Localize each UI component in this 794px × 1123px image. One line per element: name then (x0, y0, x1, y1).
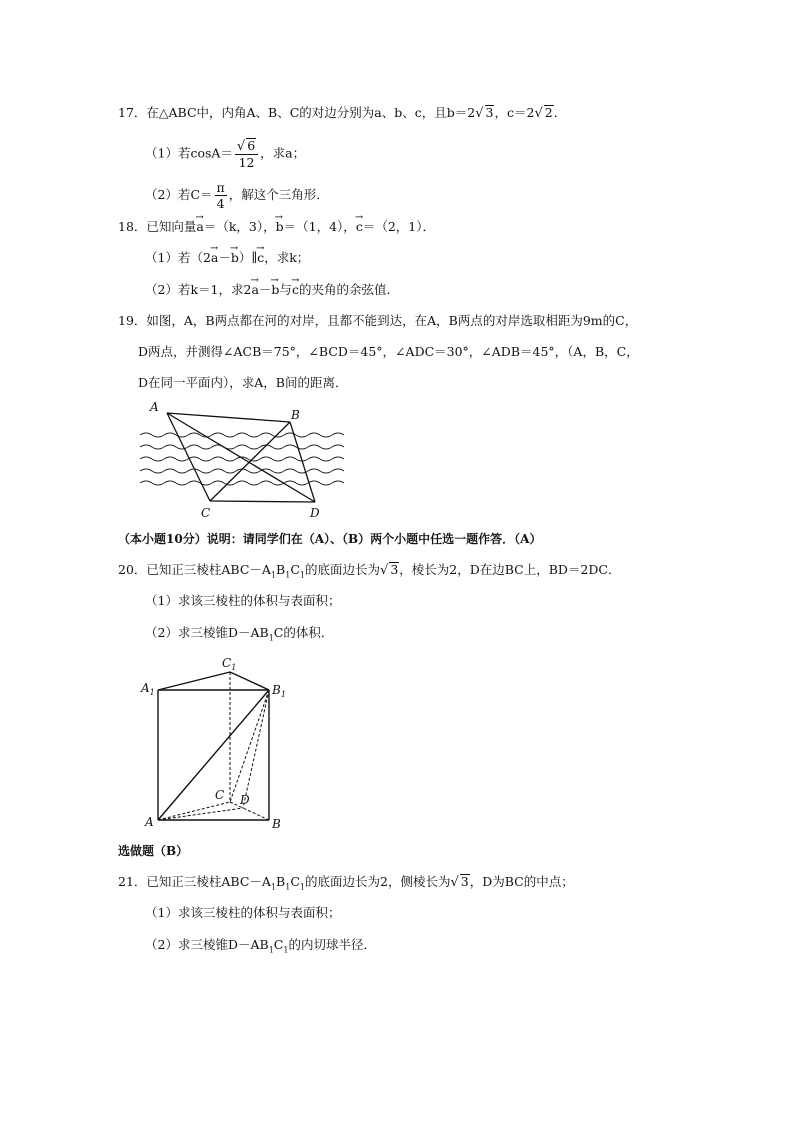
prism-hidden-edges (158, 672, 269, 820)
choice-b-heading: 选做题（B） (118, 844, 189, 858)
label-D: D (310, 506, 320, 520)
label-B: B (272, 817, 281, 831)
label-C: C (215, 788, 225, 802)
fraction: $\frac{√ 6}{12}$ (235, 138, 258, 170)
label-A: A (150, 400, 159, 414)
label-B: B (291, 408, 300, 422)
q20-stem: 20．已知正三棱柱$ABC-A_1B_1C_1$的底面边长为√ 3，棱长为2，D在边BC上，BD＝2DC． (118, 562, 621, 580)
q20-part1: （1）求该三棱柱的体积与表面积； (145, 593, 341, 608)
q17-part2: （2）若C＝ $\frac{\pi}{4}$ ，解这个三角形． (145, 180, 329, 211)
q20-part2: （2）求三棱锥$D-AB_1C$的体积． (145, 625, 334, 643)
label-B1: $B_1$ (272, 683, 286, 699)
label-C: C (201, 506, 211, 520)
q18-stem: 18．已知向量→ a＝（k，3），→ b＝（1，4），→ c＝（2，1）． (118, 218, 435, 236)
label-A1: $A_1$ (141, 681, 155, 697)
q19-line1: 19．如图，A，B两点都在河的对岸，且都不能到达，在A，B两点的对岸选取相距为9m的C， (118, 313, 638, 328)
q21-stem: 21．已知正三棱柱$ABC-A_1B_1C_1$的底面边长为2，侧棱长为√ 3，D为BC的中点； (118, 874, 574, 892)
q17-part1: （1）若cosA＝ $\frac{√ 6}{12}$ ，求a； (145, 138, 306, 170)
q18-part2: （2）若k＝1，求2→ a－→ b与→ c的夹角的余弦值． (145, 281, 399, 299)
label-A: A (145, 815, 154, 829)
q21-part1: （1）求该三棱柱的体积与表面积； (145, 905, 341, 920)
q17-stem: 17．在△ABC中，内角A、B、C的对边分别为a、b、c，且b＝2√ 3，c＝2√ 2． (118, 105, 567, 121)
q19-line2: D两点，并测得∠ACB＝75°，∠BCD＝45°，∠ADC＝30°，∠ADB＝45°，（A，B，C， (138, 344, 639, 359)
prism-solid-edges (158, 672, 269, 820)
label-C1: $C_1$ (222, 656, 237, 672)
choice-note: （本小题10分）说明：请同学们在（A）、（B）两个小题中任选一题作答．（A） (118, 532, 542, 546)
river-figure (135, 395, 345, 520)
river-waves (140, 433, 344, 485)
q18-part1: （1）若（2→ a－→ b）∥→ c，求k； (145, 249, 309, 267)
q21-part2: （2）求三棱锥$D-AB_1C_1$的内切球半径． (145, 937, 376, 955)
fraction: $\frac{\pi}{4}$ (216, 180, 225, 211)
q19-line3: D在同一平面内），求A，B间的距离． (138, 375, 348, 390)
prism-figure (138, 652, 298, 837)
label-D: D (240, 793, 250, 807)
